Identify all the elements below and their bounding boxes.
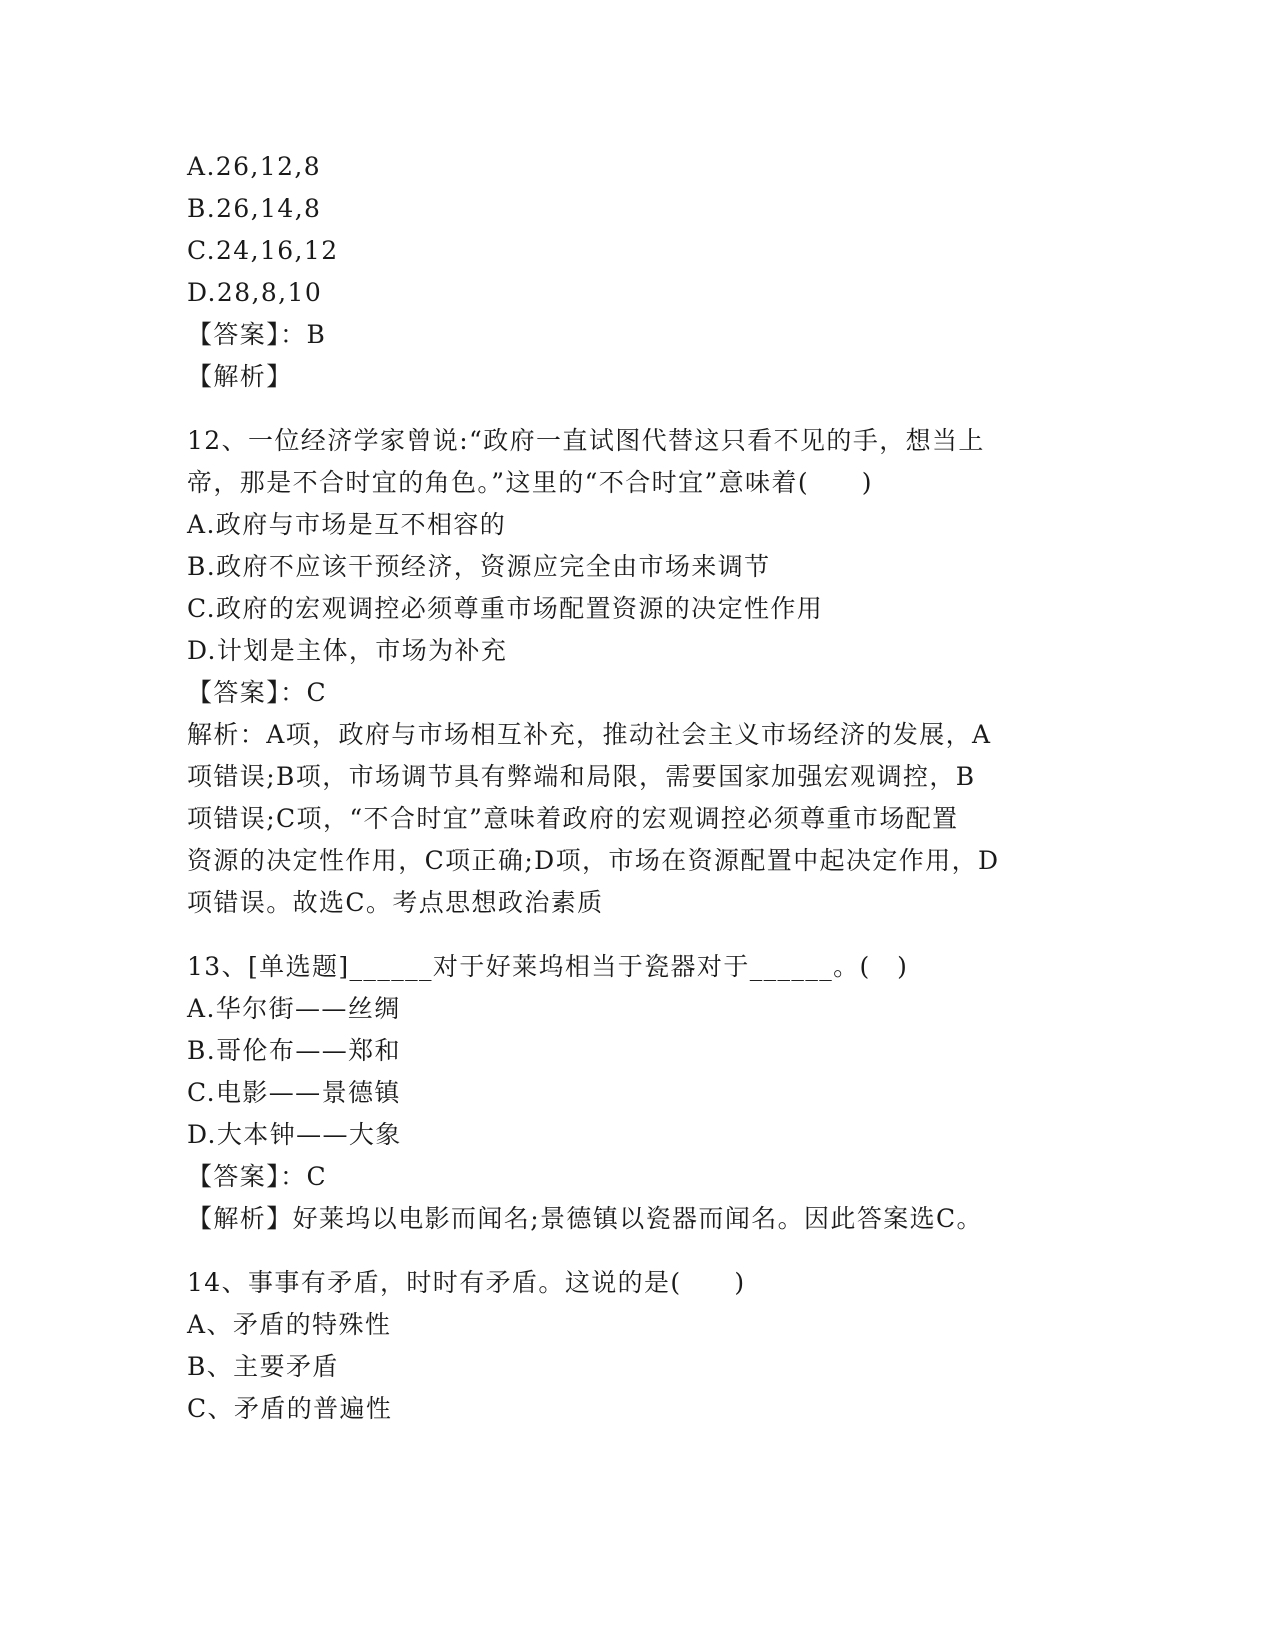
question-stem: 14、事事有矛盾，时时有矛盾。这说的是( ) [187, 1268, 746, 1297]
analysis-line: 项错误;B项，市场调节具有弊端和局限，需要国家加强宏观调控，B [187, 762, 976, 791]
option-c: C.电影——景德镇 [187, 1078, 401, 1107]
option-b: B.哥伦布——郑和 [187, 1036, 401, 1065]
question-13 [187, 946, 1087, 1240]
option-a: A.26,12,8 [187, 152, 322, 181]
question-11 [187, 146, 1087, 398]
analysis-line: 解析：A项，政府与市场相互补充，推动社会主义市场经济的发展，A [187, 720, 992, 749]
option-a: A.政府与市场是互不相容的 [187, 510, 507, 539]
answer-line: 【答案】：B [187, 320, 327, 349]
analysis-line: 项错误。故选C。考点思想政治素质 [187, 888, 604, 917]
option-a: A.华尔街——丝绸 [187, 994, 401, 1023]
option-b: B、主要矛盾 [187, 1352, 339, 1381]
option-c: C.24,16,12 [187, 236, 339, 265]
answer-line: 【答案】：C [187, 678, 328, 707]
option-d: D.计划是主体，市场为补充 [187, 636, 508, 665]
analysis-line: 资源的决定性作用，C项正确;D项，市场在资源配置中起决定作用，D [187, 846, 1000, 875]
option-b: B.26,14,8 [187, 194, 322, 223]
option-d: D.28,8,10 [187, 278, 323, 307]
option-c: C、矛盾的普遍性 [187, 1394, 393, 1423]
analysis-heading: 【解析】 [187, 362, 293, 391]
analysis-line: 【解析】好莱坞以电影而闻名;景德镇以瓷器而闻名。因此答案选C。 [187, 1204, 983, 1233]
question-stem: 13、[单选题]______对于好莱坞相当于瓷器对于______。( ) [187, 952, 909, 981]
question-12 [187, 420, 1087, 924]
option-a: A、矛盾的特殊性 [187, 1310, 392, 1339]
analysis-line: 项错误;C项，“不合时宜”意味着政府的宏观调控必须尊重市场配置 [187, 804, 959, 833]
question-14 [187, 1262, 1087, 1430]
option-c: C.政府的宏观调控必须尊重市场配置资源的决定性作用 [187, 594, 824, 623]
question-stem: 12、一位经济学家曾说:“政府一直试图代替这只看不见的手，想当上 [187, 426, 985, 455]
answer-line: 【答案】：C [187, 1162, 328, 1191]
option-d: D.大本钟——大象 [187, 1120, 402, 1149]
question-stem-continued: 帝，那是不合时宜的角色。”这里的“不合时宜”意味着( ) [187, 468, 873, 497]
option-b: B.政府不应该干预经济，资源应完全由市场来调节 [187, 552, 771, 581]
page-content [187, 146, 1087, 1430]
